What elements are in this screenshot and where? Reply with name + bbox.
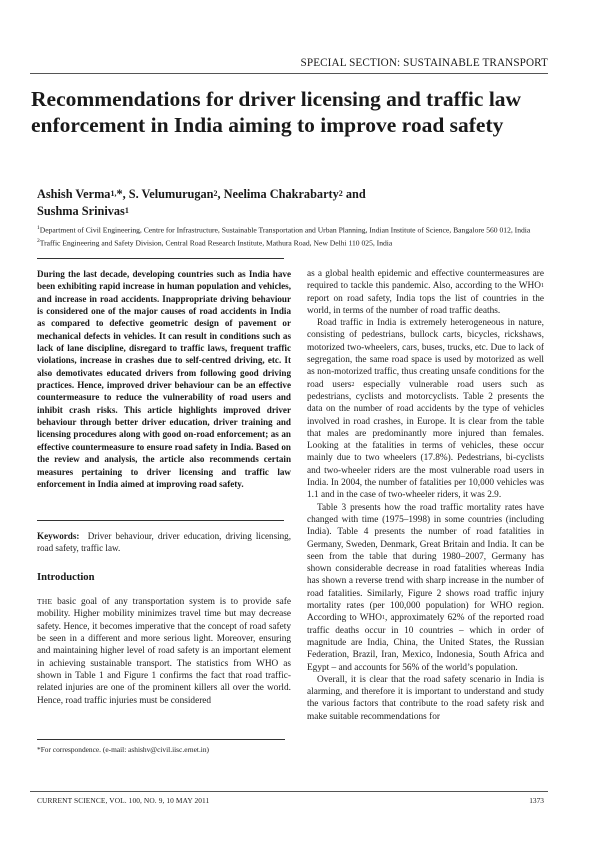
affiliation-num: 2 [37,237,40,244]
affiliation-item [37,236,557,249]
author-sep: , [217,187,224,201]
section-header: SPECIAL SECTION: SUSTAINABLE TRANSPORT [300,57,548,69]
text: especially vulnerable road users such as pedestrians, cyclists and motorcyclists. Table 2 presents the data on the number of road accidents by the type of vehicles involved in road crashes, in Europe. It is clear from the table that males are predominantly more injured than females. Looking at the fatalities in terms of vehicles, these occur mainly due to two wheelers (17.8%). Pedestrians, bi-cyclists and two-wheeler riders are the most vulnerable road users in India. In 2004, the number of fatalities per 10,000 vehicles was 1.1 and in the case of two-wheeler riders, it was 2.9. [307,379,544,501]
author-name: S. Velumurugan [128,187,214,201]
author-name: Ashish Verma [37,187,111,201]
footnote: *For correspondence. (e-mail: ashishv@civil.iisc.ernet.in) [37,745,210,754]
author-sep: and [342,187,366,201]
intro-paragraph [37,596,291,707]
text: Table 3 presents how the road traffic mortality rates have changed with time (1975–1998) in some countries (including India). Table 4 presents the number of road fatalities in Germany, Sweden, Denmark, Great Britain and India. It can be seen from the table that during 1980–2007, Germany has shown considerable decrease in road fatalities whereas India has shown a reverse trend with sharp increase in the number of road fatalities. Similarly, Figure 2 shows road traffic injury mortality rates (per 100,000 population) for WHO region. According to WHO [307,502,544,624]
author-sup: 2 [338,189,343,198]
ref-sup: 1 [541,283,544,290]
author-name: Neelima Chakrabarty [223,187,339,201]
keywords-label: Keywords: [37,531,80,541]
paragraph [307,674,544,723]
intro-heading: Introduction [37,572,95,583]
abstract-bottom-rule [37,520,284,521]
header-rule [30,73,548,74]
affiliation-item [37,223,557,236]
author-sup: 2 [213,189,218,198]
author-name: Sushma Srinivas [37,204,125,218]
journal-footer: CURRENT SCIENCE, VOL. 100, NO. 9, 10 MAY 2011 [37,796,210,805]
affiliation-text: Traffic Engineering and Safety Division, Central Road Research Institute, Mathura Road, New Delhi 110 025, India [39,238,393,248]
text: Road traffic in India is extremely heterogeneous in nature, consisting of pedestrians, bullock carts, bicycles, rickshaws, motorized two-wheelers, cars, buses, trucks, etc. Due to lack of segregation, the same road space is used by motorized as well as non-motorized traffic, thus creating unsafe conditions for the road users [307,318,544,390]
paragraph [307,268,544,317]
author-sep: *, [116,187,129,201]
keywords-text: Driver behaviour, driver education, driving licensing, road safety, traffic law. [37,531,291,554]
text: , approximately 62% of the reported road traffic deaths occur in 10 countries – which in order of magnitude are India, China, the United States, the Russian Federation, Brazil, Iran, Mexico, Indonesia, South Africa and Egypt – and accounts for 56% of the world’s population. [307,613,544,673]
right-column [307,268,544,723]
footer-rule [30,791,548,792]
paragraph [307,502,544,674]
abstract: During the last decade, developing countries such as India have been exhibiting rapid increase in human population and vehicles, and increase in road accidents. Inappropriate driving behaviour is considered one of the major causes of road accidents in India as compared to defective geometric design of pavement or mechanical defects in vehicles. It can result in conditions such as lack of lane discipline, disregard to traffic laws, frequent traffic violations, increase in crashes due to self-centred driving, etc. It also demotivates educated drivers from following good driving practices. Hence, improved driver behaviour can be an effective countermeasure to reduce the vulnerability of road users and inhibit crash risks. This article highlights improved driver behaviour through better driver education, driver training and licensing procedures along with good on-road enforcement; as an effective countermeasure to ensure road safety in India. Based on the review and analysis, the article also recommends certain measures pertaining to driver licensing and traffic law enforcement in India aimed at improving road safety. [37,269,291,489]
affiliation-num: 1 [37,225,40,231]
ref-sup: 2 [351,381,355,388]
article-title: Recommendations for driver licensing and traffic law enforcement in India aiming to improve road safety [31,87,522,137]
intro-dropcap: THE [37,597,53,606]
page-number: 1373 [529,796,544,805]
text: Overall, it is clear that the road safety scenario in India is alarming, and therefore it is important to understand and study the various factors that contribute to the road safety risk and make suitable recommendations for [307,674,544,722]
text: as a global health epidemic and effective countermeasures are required to tackle this pandemic. Also, according to the WHO [307,269,544,292]
author-sup: 1 [124,206,129,215]
keywords [37,530,291,555]
paragraph [307,317,544,501]
footnote-rule [37,739,285,740]
intro-text: basic goal of any transportation system is to provide safe mobility. Higher mobility minimizes travel time but may decrease safety. Hence, it becomes imperative that the concept of road safety be seen in a different and more serious light. Moreover, ensuring and maintaining higher level of road safety is an important element in achieving sustainable transport. The statistics from WHO as shown in Table 1 and Figure 1 confirms the fact that road traffic-related injuries are one of the prominent killers all over the world. Hence, road traffic injuries must be considered [37,597,291,706]
author-sup: 1, [110,189,117,198]
author-list [37,186,557,220]
text: report on road safety, India tops the list of countries in the world, in terms of the number of road traffic deaths. [307,293,544,316]
abstract-top-rule [37,258,284,259]
affiliation-text: Department of Civil Engineering, Centre for Infrastructure, Sustainable Transportation and Urban Planning, Indian Institute of Science, Bangalore 560 012, India [39,225,531,235]
affiliations [37,223,557,248]
ref-sup: 1 [381,615,385,622]
